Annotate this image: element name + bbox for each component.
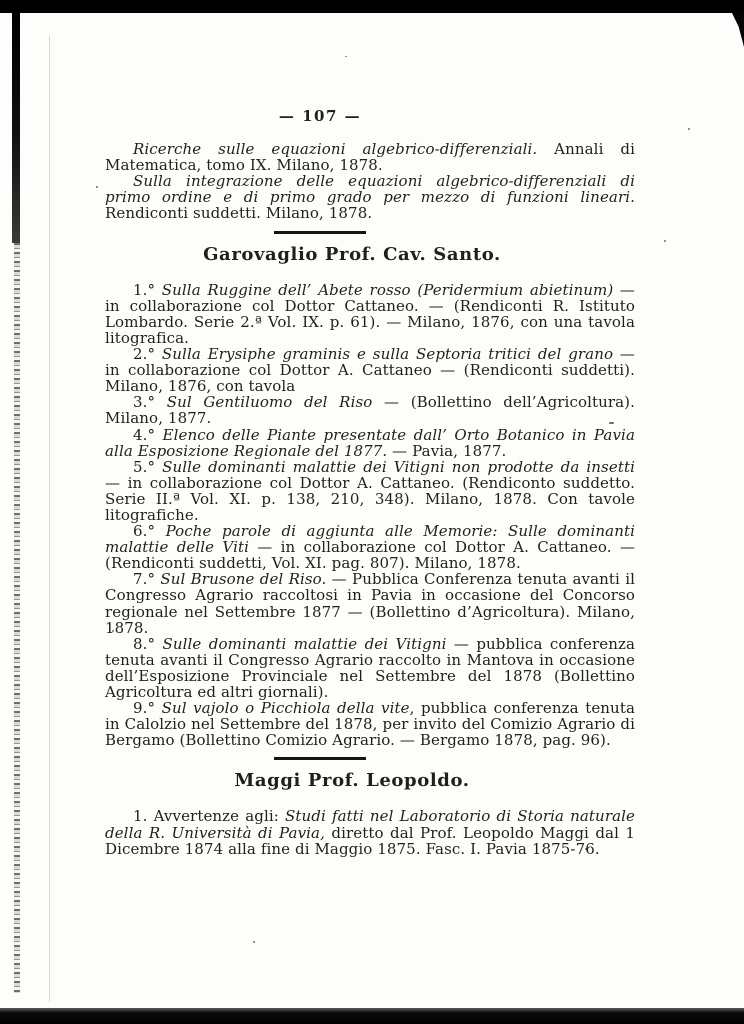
bibliography-entry	[105, 173, 635, 221]
work-title-text: Sul Gentiluomo del Riso	[166, 393, 373, 412]
work-title-text: Sulla Ruggine dell’ Abete rosso (Peridermium abietinum)	[161, 280, 614, 299]
bibliography-entry	[105, 346, 635, 394]
work-title-text: Ricerche sulle equazioni algebrico-differenziali.	[133, 140, 538, 159]
section-divider	[274, 231, 366, 234]
page-number: — 107 —	[278, 107, 362, 125]
bibliography-sections	[105, 141, 635, 857]
entry-body-text: 1. Avvertenze agli:	[133, 807, 286, 826]
entry-body-text: 5.°	[133, 457, 163, 476]
bibliography-entry	[105, 808, 635, 856]
entry-body-text: — in collaborazione col Dottor A. Cattaneo. — (Rendiconti suddetti, Vol. XI. pag. 807). Milano, 1878.	[105, 538, 635, 573]
scan-speck	[664, 240, 666, 242]
bibliography-entry	[105, 636, 635, 700]
entry-body-text: Rendiconti suddetti. Milano, 1878.	[105, 204, 373, 223]
entry-body-text: 6.°	[133, 522, 166, 541]
bibliography-entry	[105, 427, 635, 459]
section-divider	[274, 757, 366, 760]
work-title-text: Studi fatti nel Laboratorio di Storia naturale della R. Università di Pavia,	[105, 807, 636, 842]
entry-body-text: 3.°	[133, 393, 167, 412]
work-title-text: Sulla integrazione delle equazioni algebrico-differenziali di primo ordine e di primo grado per mezzo di funzioni lineari.	[105, 172, 635, 207]
scan-border-top	[0, 0, 744, 13]
entry-body-text: 2.°	[133, 345, 162, 364]
entry-body-text: 4.°	[133, 425, 163, 444]
scan-speck	[345, 56, 347, 57]
scan-corner-mark	[732, 13, 744, 47]
work-title-text: Sul Brusone del Riso.	[160, 570, 327, 589]
author-heading: Maggi Prof. Leopoldo.	[234, 770, 470, 792]
entry-body-text: 1.°	[133, 280, 162, 299]
entry-body-text: 8.°	[133, 634, 163, 653]
work-title-text: Sulle dominanti malattie dei Vitigni non prodotte da insetti	[162, 457, 635, 476]
entry-body-text: 9.°	[133, 699, 162, 718]
bibliography-entry	[105, 571, 635, 635]
work-title-text: Sulla Erysiphe graminis e sulla Septoria tritici del grano	[161, 345, 614, 364]
work-title-text: Sul vajolo o Picchiola della vite	[161, 699, 410, 718]
bibliography-entry	[105, 394, 635, 426]
entry-body-text: — pubblica conferenza tenuta avanti il Congresso Agrario raccolto in Mantova in occasione dell’Esposizione Provinciale nel Settembre del 1878 (Bollettino Agricoltura ed altri giornali).	[105, 634, 635, 701]
entry-body-text: — in collaborazione col Dottor Cattaneo. — (Rendiconti R. Istituto Lombardo. Serie 2.ª Vol. IX. p. 61). — Milano, 1876, con una tavola litografica.	[105, 280, 636, 347]
work-title-text: Sulle dominanti malattie dei Vitigni	[162, 634, 447, 653]
scan-binding-speckle	[14, 243, 20, 993]
scan-speck	[253, 941, 255, 943]
work-title-text: Poche parole di aggiunta alle Memorie: Sulle dominanti malattie delle Viti	[105, 522, 635, 557]
bibliography-entry	[105, 700, 635, 748]
scan-speck	[96, 186, 98, 188]
entry-body-text: , pubblica conferenza tenuta in Calolzio nel Settembre del 1878, per invito del Comizio Agrario di Bergamo (Bollettino Comizio Agrario. — Bergamo 1878, pag. 96).	[105, 699, 635, 750]
scan-border-bottom	[0, 1008, 744, 1024]
page-content	[105, 108, 635, 857]
entry-body-text: Annali di Matematica, tomo IX. Milano, 1878.	[105, 140, 635, 175]
entry-body-text: — Pubblica Conferenza tenuta avanti il Congresso Agrario raccoltosi in Pavia in occasione del Concorso regionale nel Settembre 1877 — (Bollettino d’Agricoltura). Milano, 1878.	[105, 570, 635, 637]
bibliography-entry	[105, 459, 635, 523]
scan-speck	[688, 128, 690, 130]
author-heading: Garovaglio Prof. Cav. Santo.	[203, 243, 501, 265]
entry-body-text: — Pavia, 1877.	[387, 441, 507, 460]
bibliography-entry	[105, 282, 635, 346]
bibliography-entry	[105, 141, 635, 173]
entry-body-text: — in collaborazione col Dottor A. Cattaneo — (Rendiconti suddetti). Milano, 1876, con tavola	[105, 345, 636, 396]
work-title-text: Elenco delle Piante presentate dall’ Orto Botanico in Pavia alla Esposizione Regionale del 1877.	[105, 425, 635, 460]
entry-body-text: — (Bollettino dell’Agricoltura). Milano, 1877.	[105, 393, 635, 428]
bibliography-entry	[105, 523, 635, 571]
scan-binding-shadow	[12, 13, 20, 243]
entry-body-text: 7.°	[133, 570, 161, 589]
entry-body-text: diretto dal Prof. Leopoldo Maggi dal 1 Dicembre 1874 alla fine di Maggio 1875. Fasc. I. Pavia 1875-76.	[105, 823, 635, 858]
entry-body-text: — in collaborazione col Dottor A. Cattaneo. (Rendiconto suddetto. Serie II.ª Vol. XI. p. 138, 210, 348). Milano, 1878. Con tavole litografiche.	[105, 473, 635, 524]
scan-fold-line	[49, 36, 50, 1002]
